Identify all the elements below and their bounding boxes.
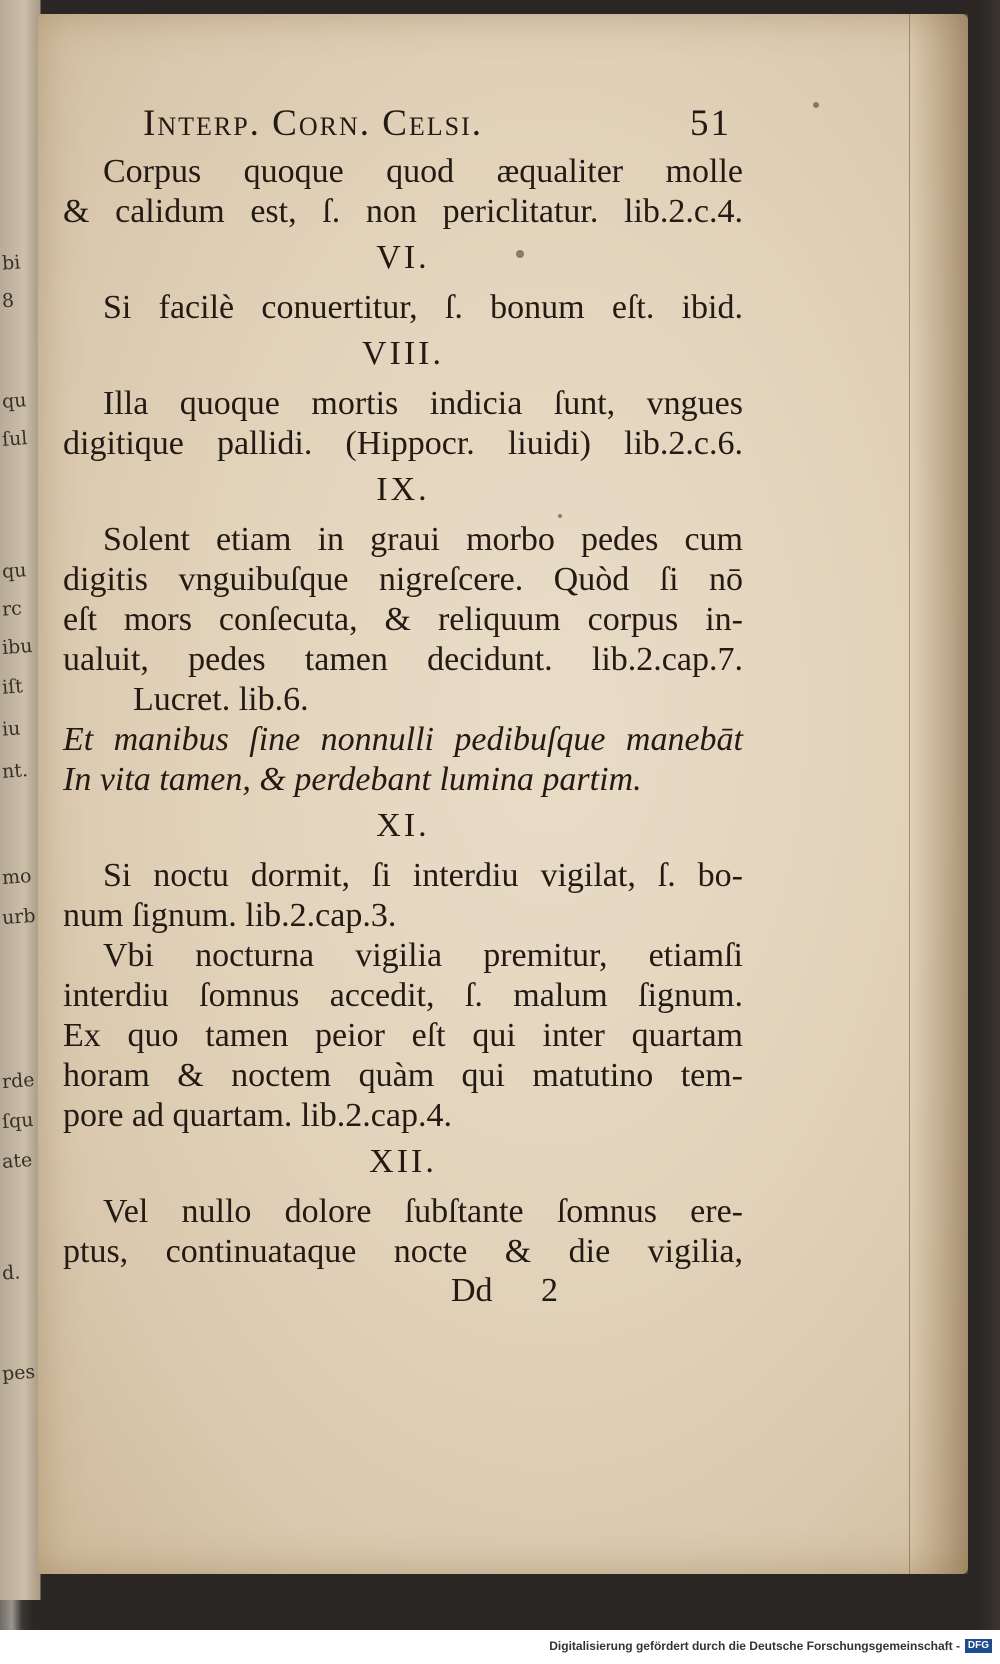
text-line: Si noctu dormit, ſi interdiu vigilat, ſ. bo- (103, 857, 743, 894)
text-line: interdiu ſomnus accedit, ſ. malum ſignum. (63, 977, 743, 1014)
section-numeral: XII. (369, 1143, 437, 1180)
text-line: pore ad quartam. lib.2.cap.4. (63, 1097, 452, 1134)
margin-fragment: mo (1, 864, 33, 890)
running-title: Interp. Corn. Celsi. (143, 103, 484, 144)
funding-credit: Digitalisierung gefördert durch die Deutsche Forschungsgemeinschaft - (549, 1639, 960, 1653)
margin-fragment: ſul (1, 427, 29, 451)
margin-fragment: 8 (1, 289, 15, 313)
signature-mark: Dd (451, 1272, 493, 1309)
margin-fragment: ate (1, 1148, 33, 1174)
dfg-logo: DFG (965, 1639, 992, 1653)
margin-fragment: pes (1, 1360, 36, 1386)
text-line: eſt mors conſecuta, & reliquum corpus in- (63, 601, 743, 638)
running-header (63, 102, 743, 152)
text-line: Ex quo tamen peior eſt qui inter quartam (63, 1017, 743, 1054)
section-numeral: IX. (376, 471, 430, 508)
margin-fragment: nt. (1, 759, 29, 783)
text-line: Lucret. lib.6. (133, 681, 309, 718)
margin-fragment: bi (1, 251, 21, 275)
ink-spot (813, 102, 819, 108)
text-line: Illa quoque mortis indicia ſunt, vngues (103, 385, 743, 422)
text-line: digitique pallidi. (Hippocr. liuidi) lib.2.c.6. (63, 425, 743, 462)
margin-fragment: rde (1, 1068, 36, 1094)
text-line: & calidum est, ſ. non periclitatur. lib.2.c.4. (63, 193, 743, 230)
section-numeral: VI. (376, 239, 430, 276)
margin-fragment: ſqu (1, 1108, 35, 1134)
text-line: num ſignum. lib.2.cap.3. (63, 897, 397, 934)
margin-fragment: rc (1, 597, 23, 621)
margin-fragment: d. (1, 1261, 21, 1285)
text-line: In vita tamen, & perdebant lumina partim. (63, 761, 642, 798)
text-line: Vel nullo dolore ſubſtante ſomnus ere- (103, 1193, 743, 1230)
margin-fragment: qu (1, 389, 28, 413)
section-numeral: VIII. (361, 335, 445, 372)
margin-fragment: qu (1, 559, 28, 583)
text-line: Vbi nocturna vigilia premitur, etiamſi (103, 937, 743, 974)
section-numeral: XI. (376, 807, 430, 844)
page-number: 51 (690, 103, 731, 144)
text-line: horam & noctem quàm qui matutino tem- (63, 1057, 743, 1094)
text-line: ualuit, pedes tamen decidunt. lib.2.cap.7. (63, 641, 743, 678)
book-page (38, 14, 968, 1574)
adjacent-page-strip (0, 0, 41, 1600)
text-line: Et manibus ſine nonnulli pedibuſque manebāt (63, 721, 743, 758)
margin-fragment: ibu (1, 634, 34, 660)
signature-line (63, 1272, 743, 1312)
page-edge-shadow (909, 14, 968, 1574)
text-line: Corpus quoque quod æqualiter molle (103, 153, 743, 190)
text-line: digitis vnguibuſque nigreſcere. Quòd ſi nō (63, 561, 743, 598)
text-block (63, 102, 743, 1312)
body-text (63, 152, 743, 1272)
signature-number: 2 (541, 1272, 558, 1309)
digitization-footer (0, 1630, 1000, 1664)
margin-fragment: iſt (1, 675, 24, 699)
text-line: Si facilè conuertitur, ſ. bonum eſt. ibid. (103, 289, 743, 326)
text-line: Solent etiam in graui morbo pedes cum (103, 521, 743, 558)
text-line: ptus, continuataque nocte & die vigilia, (63, 1233, 743, 1270)
margin-fragment: urb (1, 904, 37, 930)
margin-fragment: iu (1, 717, 22, 741)
